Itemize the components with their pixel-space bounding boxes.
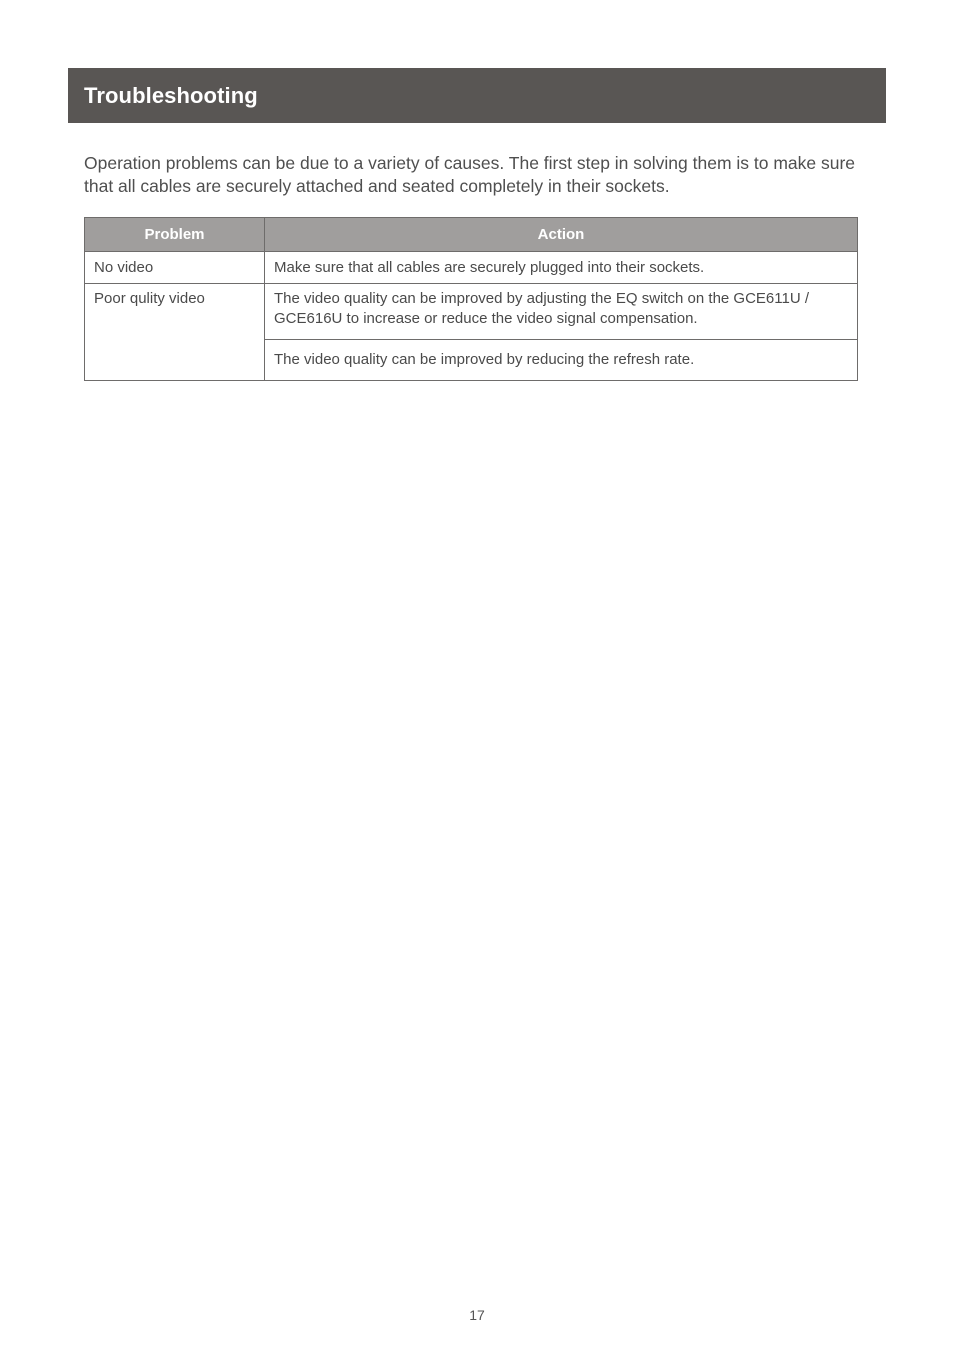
action-cell: The video quality can be improved by adjusting the EQ switch on the GCE611U / GCE616U to increase or reduce the video signal compensation. bbox=[265, 284, 858, 340]
column-header-problem: Problem bbox=[85, 218, 265, 252]
table-row bbox=[85, 284, 858, 340]
action-cell: Make sure that all cables are securely plugged into their sockets. bbox=[265, 252, 858, 284]
section-header bbox=[68, 68, 886, 123]
intro-paragraph: Operation problems can be due to a variety of causes. The first step in solving them is to make sure that all cables are securely attached and seated completely in their sockets. bbox=[84, 153, 856, 196]
section-title: Troubleshooting bbox=[84, 82, 258, 108]
table-row bbox=[85, 252, 858, 284]
page-number: 17 bbox=[469, 1307, 485, 1323]
problem-cell: No video bbox=[85, 252, 265, 284]
action-cell: The video quality can be improved by reducing the refresh rate. bbox=[265, 340, 858, 381]
column-header-action: Action bbox=[265, 218, 858, 252]
problem-cell: Poor qulity video bbox=[85, 284, 265, 381]
troubleshooting-table bbox=[84, 217, 858, 381]
table-header-row bbox=[85, 218, 858, 252]
